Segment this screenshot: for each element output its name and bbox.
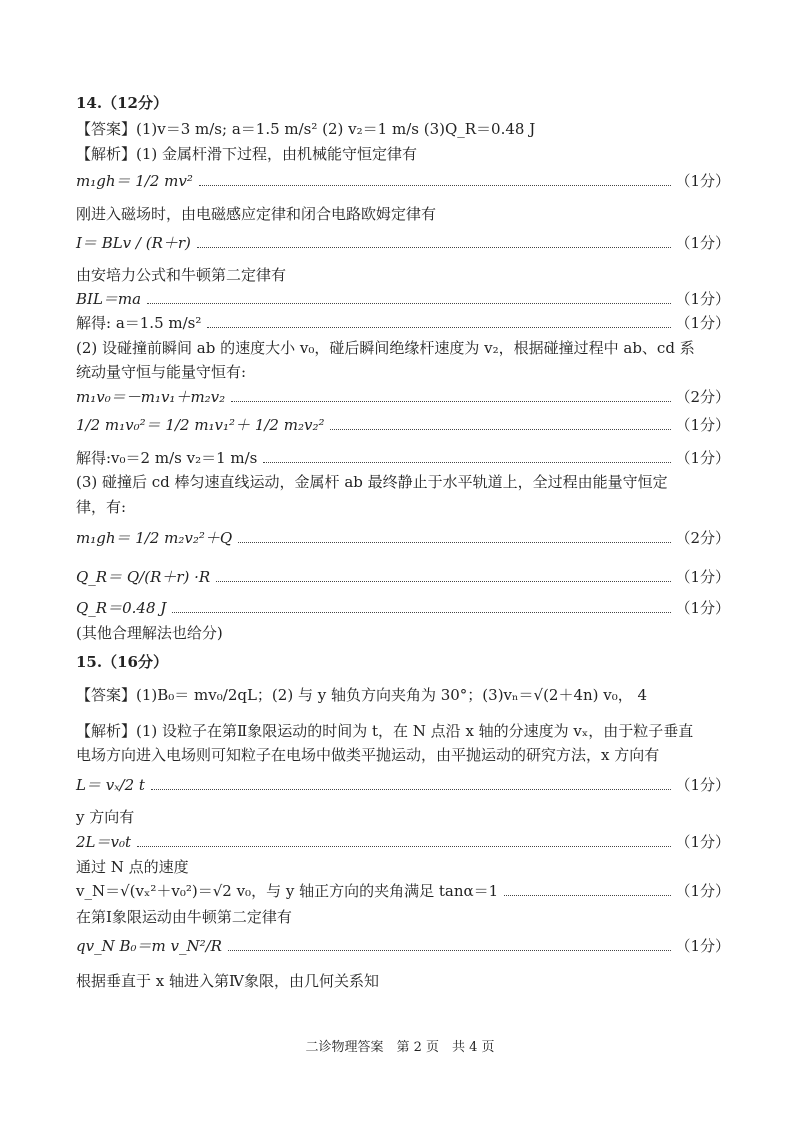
q15-text2: 通过 N 点的速度 [76, 858, 189, 876]
q15-text1: y 方向有 [76, 808, 135, 826]
score: （1分） [675, 234, 730, 252]
q14-answer: 【答案】(1)v＝3 m/s; a＝1.5 m/s² (2) v₂＝1 m/s (3)Q_R＝0.48 J [76, 120, 536, 138]
q14-eq6-line [76, 414, 730, 436]
score: （1分） [675, 314, 730, 332]
q14-eq9-line [76, 566, 730, 588]
q14-eq1: m₁gh＝ 1/2 mv² [76, 172, 193, 190]
q15-eq3-line [76, 880, 730, 902]
q14-eq9: Q_R＝ Q/(R＋r) ·R [76, 568, 211, 586]
score: （1分） [675, 937, 730, 955]
q15-heading: 15.（16分） [76, 653, 168, 671]
q14-text3b: 统动量守恒与能量守恒有: [76, 363, 247, 381]
score: （1分） [675, 449, 730, 467]
score: （2分） [675, 388, 730, 406]
q15-text3: 在第Ⅰ象限运动由牛顿第二定律有 [76, 908, 292, 926]
score: （2分） [675, 529, 730, 547]
page-footer: 二诊物理答案 第 2 页 共 4 页 [305, 1040, 495, 1055]
q14-eq3-line [76, 288, 730, 310]
q14-eq1-line [76, 170, 730, 192]
q14-text2: 由安培力公式和牛顿第二定律有 [76, 266, 287, 284]
q14-analysis-intro: 【解析】(1) 金属杆滑下过程，由机械能守恒定律有 [76, 145, 418, 163]
q14-eq5: m₁v₀＝－m₁v₁＋m₂v₂ [76, 388, 226, 406]
score: （1分） [675, 416, 730, 434]
q14-eq8: m₁gh＝ 1/2 m₂v₂²＋Q [76, 529, 233, 547]
q15-eq4: qv_N B₀＝m v_N²/R [76, 937, 222, 955]
q14-eq2: I＝ BLv / (R＋r) [76, 234, 191, 252]
score: （1分） [675, 290, 730, 308]
q15-eq1: L＝ vₓ/2 t [76, 776, 145, 794]
q15-eq4-line [76, 935, 730, 957]
q14-eq7-line [76, 447, 730, 469]
q14-text1: 刚进入磁场时，由电磁感应定律和闭合电路欧姆定律有 [76, 205, 437, 223]
score: （1分） [675, 833, 730, 851]
q14-note: (其他合理解法也给分) [76, 624, 223, 642]
q14-text3: (2) 设碰撞前瞬间 ab 的速度大小 v₀，碰后瞬间绝缘杆速度为 v₂，根据碰撞过程中 ab、cd 系 [76, 339, 695, 357]
q14-eq4: 解得: a＝1.5 m/s² [76, 314, 202, 332]
q15-eq1-line [76, 774, 730, 796]
q14-eq2-line [76, 232, 730, 254]
q15-eq3: v_N＝√(vₓ²＋v₀²)＝√2 v₀，与 y 轴正方向的夹角满足 tanα＝1 [76, 882, 499, 900]
score: （1分） [675, 776, 730, 794]
q14-eq8-line [76, 527, 730, 549]
score: （1分） [675, 172, 730, 190]
q15-eq2-line [76, 831, 730, 853]
score: （1分） [675, 599, 730, 617]
q14-eq5-line [76, 386, 730, 408]
q15-analysis1: 【解析】(1) 设粒子在第Ⅱ象限运动的时间为 t，在 N 点沿 x 轴的分速度为 vₓ，由于粒子垂直 [76, 722, 694, 740]
q14-eq6: 1/2 m₁v₀²＝ 1/2 m₁v₁²＋ 1/2 m₂v₂² [76, 416, 325, 434]
score: （1分） [675, 568, 730, 586]
q14-heading: 14.（12分） [76, 94, 168, 112]
q14-text4b: 律，有: [76, 498, 127, 516]
q14-eq3: BIL＝ma [76, 290, 142, 308]
q14-eq7: 解得:v₀＝2 m/s v₂＝1 m/s [76, 449, 258, 467]
q14-eq10-line [76, 597, 730, 619]
q14-text4: (3) 碰撞后 cd 棒匀速直线运动，金属杆 ab 最终静止于水平轨道上，全过程由能量守恒定 [76, 473, 668, 491]
score: （1分） [675, 882, 730, 900]
q15-text4: 根据垂直于 x 轴进入第Ⅳ象限，由几何关系知 [76, 972, 379, 990]
q15-answer: 【答案】(1)B₀＝ mv₀/2qL；(2) 与 y 轴负方向夹角为 30°；(3)vₙ＝√(2＋4n) v₀， 4 [76, 686, 648, 704]
q14-eq4-line [76, 312, 730, 334]
q14-eq10: Q_R＝0.48 J [76, 599, 167, 617]
q15-eq2: 2L＝v₀t [76, 833, 132, 851]
q15-analysis1b: 电场方向进入电场则可知粒子在电场中做类平抛运动，由平抛运动的研究方法，x 方向有 [76, 746, 660, 764]
